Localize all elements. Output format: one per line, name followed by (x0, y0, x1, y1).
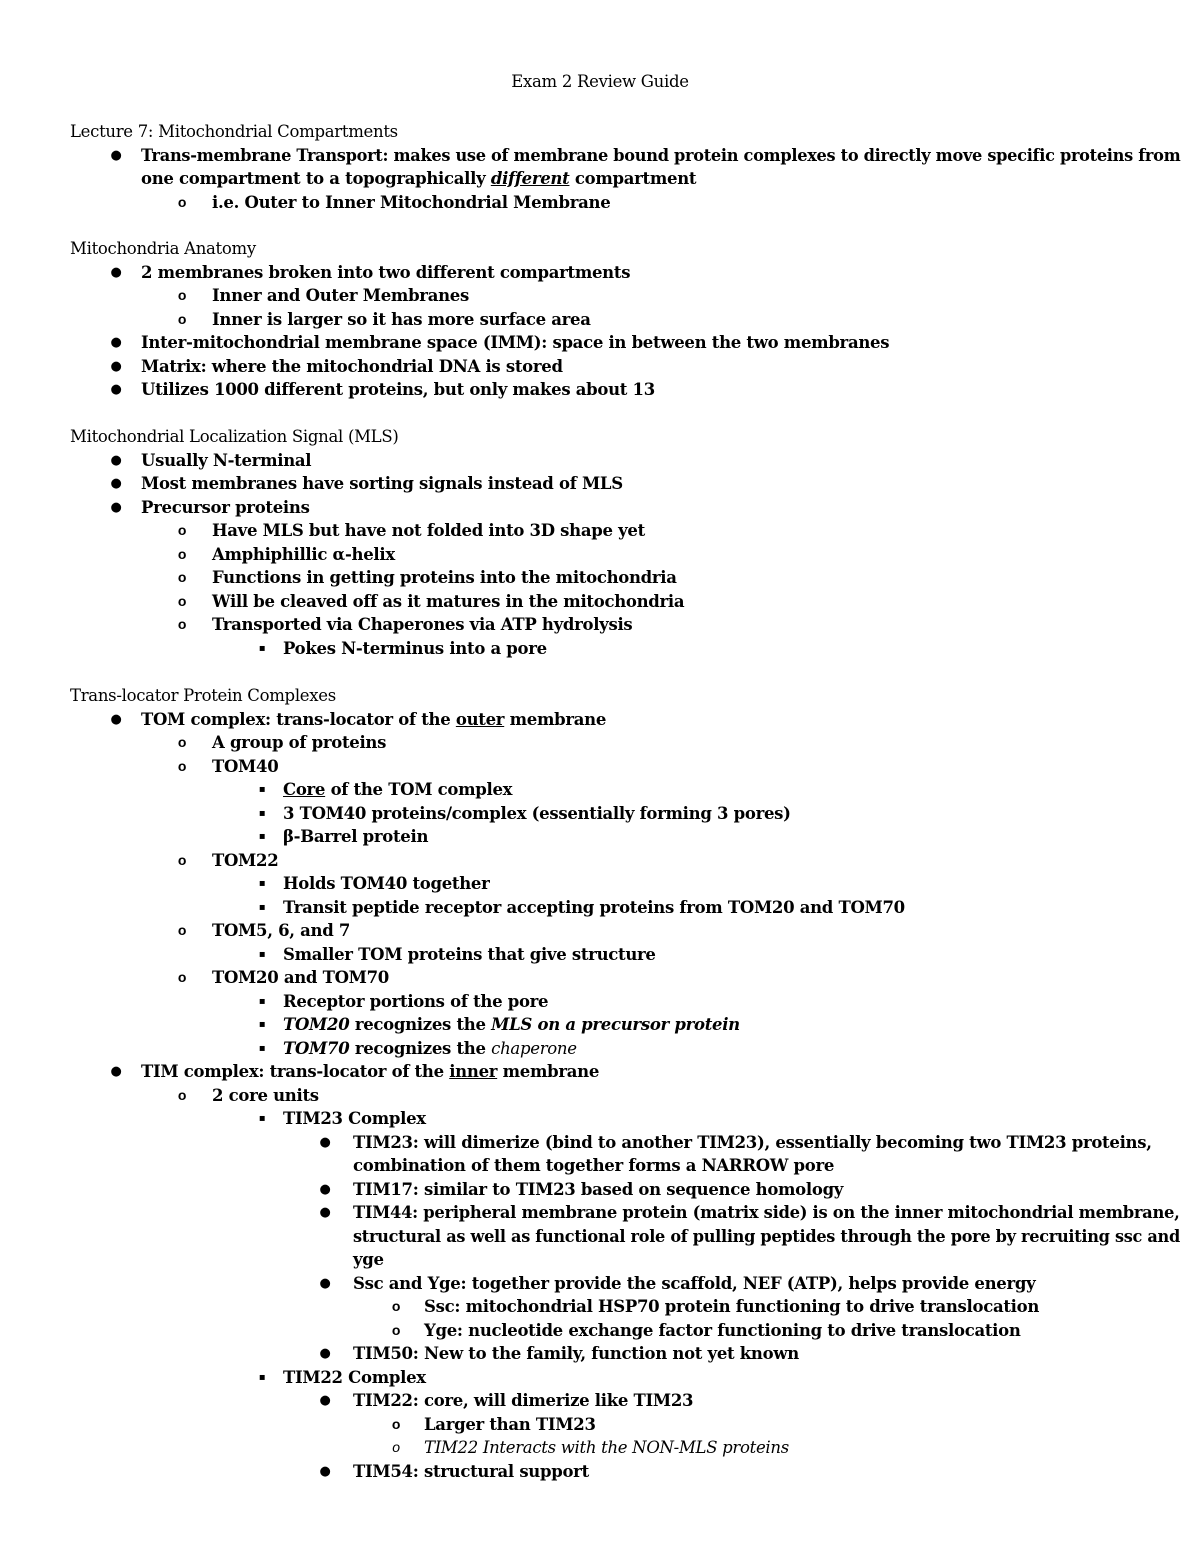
list-item (353, 1131, 1152, 1155)
list-item (141, 449, 311, 473)
list-item-text: Ssc: mitochondrial HSP70 protein functioning to drive translocation (424, 1297, 1040, 1316)
bullet-square-icon: ▪ (258, 831, 266, 842)
bullet-disc-icon: ● (110, 382, 122, 397)
list-item (283, 1037, 577, 1061)
list-item-text: TOM70 (283, 1038, 350, 1058)
list-item-text: A group of proteins (212, 733, 387, 752)
list-item (212, 308, 591, 332)
list-item (212, 590, 684, 614)
bullet-circle-icon: o (177, 310, 187, 327)
list-item-text: TIM23: will dimerize (bind to another TIM23), essentially becoming two TIM23 proteins, (353, 1132, 1152, 1152)
bullet-disc-icon: ● (110, 264, 122, 280)
bullet-disc-icon: ● (110, 452, 122, 468)
list-item-text: TIM17: similar to TIM23 based on sequence homology (353, 1179, 844, 1199)
list-item (283, 990, 548, 1014)
list-item-text: membrane (504, 709, 607, 729)
list-item (353, 1460, 589, 1484)
bullet-circle-icon: o (177, 287, 187, 303)
section-heading: Trans-locator Protein Complexes (70, 686, 336, 705)
list-item-text: Usually N-terminal (141, 450, 312, 470)
list-item-text: 2 membranes broken into two different compartments (141, 262, 631, 282)
list-item (353, 1154, 834, 1178)
list-item (283, 1013, 740, 1037)
list-item-text: Precursor proteins (141, 497, 310, 517)
list-item (353, 1225, 1180, 1249)
list-item (283, 943, 656, 967)
list-item (141, 472, 623, 496)
list-item-text: Will be cleaved off as it matures in the mitochondria (212, 591, 685, 611)
list-item (424, 1295, 1039, 1319)
list-item (141, 355, 563, 379)
bullet-circle-icon: o (392, 1439, 400, 1455)
list-item (353, 1272, 1035, 1296)
list-item-text: Ssc and Yge: together provide the scaffold, NEF (ATP), helps provide energy (353, 1273, 1036, 1293)
bullet-disc-icon: ● (110, 335, 122, 350)
list-item (283, 896, 905, 920)
bullet-disc-icon: ● (319, 1463, 331, 1479)
bullet-disc-icon: ● (319, 1181, 331, 1197)
list-item-text: Inner and Outer Membranes (212, 286, 469, 305)
list-item-text: TOM5, 6, and 7 (212, 921, 351, 940)
list-item-text: TIM complex: trans-locator of the (141, 1062, 450, 1081)
list-item-text: TOM20 (283, 1015, 350, 1034)
list-item-text: Trans-membrane Transport: makes use of membrane bound protein complexes to directly move specific proteins from (141, 145, 1181, 165)
bullet-circle-icon: o (391, 1298, 401, 1314)
bullet-circle-icon: o (177, 522, 187, 538)
bullet-disc-icon: ● (319, 1393, 331, 1408)
list-item-text: TIM54: structural support (353, 1461, 589, 1481)
list-item-text: membrane (497, 1062, 600, 1081)
section-heading: Mitochondrial Localization Signal (MLS) (70, 427, 399, 446)
list-item (141, 708, 606, 732)
list-item-text: TIM50: New to the family, function not yet known (353, 1344, 799, 1363)
list-item (212, 284, 469, 308)
list-item (212, 613, 632, 637)
list-item (424, 1319, 1021, 1343)
list-item (212, 1084, 319, 1108)
bullet-disc-icon: ● (110, 711, 122, 727)
list-item-text: structural as well as functional role of pulling peptides through the pore by recruiting ssc and (353, 1226, 1180, 1246)
bullet-disc-icon: ● (110, 1064, 122, 1079)
list-item (212, 849, 278, 873)
bullet-circle-icon: o (177, 545, 187, 562)
bullet-square-icon: ▪ (258, 807, 266, 819)
list-item-text: Functions in getting proteins into the mitochondria (212, 568, 677, 587)
list-item-text: Inter-mitochondrial membrane space (IMM): space in between the two membranes (141, 333, 890, 352)
list-item (283, 802, 791, 826)
list-item (141, 331, 889, 355)
bullet-disc-icon: ● (319, 1275, 331, 1291)
list-item (141, 167, 696, 191)
list-item-text: inner (449, 1062, 498, 1081)
list-item-text: TIM22 Interacts with the NON-MLS proteins (424, 1438, 789, 1457)
bullet-circle-icon: o (177, 851, 187, 868)
list-item (141, 261, 630, 285)
list-item-text: Holds TOM40 together (283, 874, 490, 893)
bullet-circle-icon: o (177, 969, 187, 985)
list-item-text: Larger than TIM23 (424, 1414, 596, 1434)
list-item-text: Pokes N-terminus into a pore (283, 638, 547, 658)
list-item (353, 1248, 384, 1272)
list-item-text: combination of them together forms a NARROW pore (353, 1156, 835, 1175)
bullet-square-icon: ▪ (258, 1042, 266, 1054)
list-item-text: yge (353, 1250, 384, 1269)
bullet-circle-icon: o (177, 616, 187, 632)
list-item-text: Yge: nucleotide exchange factor functioning to drive translocation (424, 1320, 1021, 1340)
list-item (283, 1366, 426, 1390)
list-item-text: chaperone (491, 1038, 577, 1058)
bullet-circle-icon: o (177, 1086, 187, 1103)
list-item-text: Transit peptide receptor accepting proteins from TOM20 and TOM70 (283, 897, 905, 917)
list-item (353, 1342, 799, 1366)
section-heading: Mitochondria Anatomy (70, 239, 256, 258)
list-item (424, 1436, 789, 1460)
bullet-disc-icon: ● (319, 1346, 331, 1361)
bullet-disc-icon: ● (110, 358, 122, 374)
list-item (212, 755, 278, 779)
list-item-text: Have MLS but have not folded into 3D shape yet (212, 521, 645, 540)
list-item-text: MLS on a precursor protein (491, 1015, 740, 1034)
list-item (353, 1201, 1180, 1225)
bullet-disc-icon: ● (110, 499, 122, 515)
list-item-text: TIM22: core, will dimerize like TIM23 (353, 1391, 694, 1410)
list-item (283, 825, 428, 849)
bullet-square-icon: ▪ (258, 948, 266, 960)
list-item-text: 2 core units (212, 1085, 319, 1105)
list-item (212, 966, 389, 990)
bullet-circle-icon: o (177, 922, 187, 938)
bullet-circle-icon: o (177, 569, 187, 585)
bullet-square-icon: ▪ (258, 1371, 266, 1383)
bullet-circle-icon: o (177, 193, 187, 210)
bullet-disc-icon: ● (319, 1134, 331, 1150)
bullet-disc-icon: ● (110, 476, 122, 491)
bullet-square-icon: ▪ (258, 995, 266, 1007)
list-item-text: different (490, 169, 570, 188)
bullet-disc-icon: ● (110, 147, 122, 163)
list-item (141, 496, 310, 520)
list-item (212, 919, 350, 943)
list-item (283, 778, 512, 802)
list-item-text: one compartment to a topographically (141, 169, 491, 188)
bullet-circle-icon: o (391, 1415, 401, 1432)
list-item (141, 144, 1180, 168)
list-item (424, 1413, 596, 1437)
list-item-text: Smaller TOM proteins that give structure (283, 944, 656, 964)
list-item (283, 872, 490, 896)
list-item-text: of the TOM complex (325, 780, 513, 799)
bullet-square-icon: ▪ (258, 1113, 266, 1124)
list-item (353, 1178, 843, 1202)
list-item (283, 637, 547, 661)
list-item-text: TIM23 Complex (283, 1109, 426, 1128)
list-item (283, 1107, 426, 1131)
bullet-square-icon: ▪ (258, 642, 266, 654)
list-item-text: TOM complex: trans-locator of the (141, 709, 456, 729)
bullet-square-icon: ▪ (258, 784, 266, 795)
list-item (212, 543, 395, 567)
list-item-text: β-Barrel protein (283, 827, 429, 846)
list-item-text: 3 TOM40 proteins/complex (essentially forming 3 pores) (283, 803, 791, 823)
list-item-text: recognizes the (349, 1038, 492, 1058)
list-item-text: compartment (569, 169, 697, 188)
list-item-text: Transported via Chaperones via ATP hydrolysis (212, 615, 633, 634)
bullet-circle-icon: o (177, 592, 187, 609)
list-item (212, 519, 645, 543)
bullet-circle-icon: o (177, 757, 187, 774)
list-item-text: Inner is larger so it has more surface area (212, 309, 591, 329)
list-item-text: Utilizes 1000 different proteins, but only makes about 13 (141, 380, 655, 399)
section-heading: Lecture 7: Mitochondrial Compartments (70, 122, 398, 141)
list-item (353, 1389, 693, 1413)
list-item-text: TOM20 and TOM70 (212, 968, 389, 987)
bullet-circle-icon: o (391, 1321, 401, 1338)
list-item-text: i.e. Outer to Inner Mitochondrial Membrane (212, 192, 611, 212)
list-item (212, 731, 386, 755)
page-title: Exam 2 Review Guide (511, 72, 689, 91)
list-item-text: recognizes the (349, 1015, 492, 1034)
list-item-text: TIM22 Complex (283, 1367, 426, 1387)
list-item-text: TOM22 (212, 850, 279, 870)
list-item (212, 191, 610, 215)
bullet-square-icon: ▪ (258, 1019, 266, 1030)
list-item (212, 566, 677, 590)
bullet-square-icon: ▪ (258, 901, 266, 913)
list-item-text: Core (283, 780, 326, 799)
list-item-text: Receptor portions of the pore (283, 991, 549, 1011)
list-item (141, 378, 655, 402)
list-item (141, 1060, 599, 1084)
list-item-text: Most membranes have sorting signals instead of MLS (141, 474, 623, 493)
bullet-circle-icon: o (177, 734, 187, 750)
bullet-square-icon: ▪ (258, 878, 266, 889)
bullet-disc-icon: ● (319, 1205, 331, 1220)
list-item-text: Amphiphillic α-helix (212, 544, 395, 564)
list-item-text: Matrix: where the mitochondrial DNA is stored (141, 356, 563, 376)
list-item-text: TIM44: peripheral membrane protein (matrix side) is on the inner mitochondrial membrane, (353, 1203, 1180, 1222)
list-item-text: outer (455, 709, 505, 729)
list-item-text: TOM40 (212, 756, 279, 776)
